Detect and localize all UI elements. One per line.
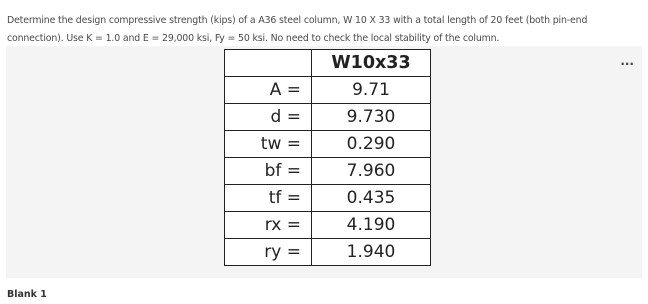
table-header-row [225, 50, 431, 77]
table-row [225, 212, 431, 239]
row-label: tw = [225, 131, 312, 158]
section-properties-table [224, 49, 431, 266]
table-header-section: W10x33 [312, 50, 431, 77]
row-label: ry = [225, 239, 312, 266]
row-value: 1.940 [312, 239, 431, 266]
question-line-1: Determine the design compressive strength (kips) of a A36 steel column, W 10 X 33 with a total length of 20 feet (both pin-end [7, 15, 588, 26]
image-panel [6, 46, 642, 278]
row-label: rx = [225, 212, 312, 239]
row-label: d = [225, 104, 312, 131]
question-line-2: connection). Use K = 1.0 and E = 29,000 ksi, Fy = 50 ksi. No need to check the local stability of the column. [7, 33, 500, 44]
table-row [225, 158, 431, 185]
table-row [225, 77, 431, 104]
row-value: 0.435 [312, 185, 431, 212]
row-value: 7.960 [312, 158, 431, 185]
blank-1-label: Blank 1 [7, 289, 47, 300]
row-label: tf = [225, 185, 312, 212]
row-label: bf = [225, 158, 312, 185]
question-text [7, 12, 639, 48]
table-row [225, 239, 431, 266]
more-horizontal-icon[interactable]: ... [620, 54, 634, 68]
row-value: 9.71 [312, 77, 431, 104]
table-row [225, 185, 431, 212]
table-row [225, 131, 431, 158]
table-header-empty-cell [225, 50, 312, 77]
row-value: 0.290 [312, 131, 431, 158]
row-value: 4.190 [312, 212, 431, 239]
row-label: A = [225, 77, 312, 104]
table-row [225, 104, 431, 131]
row-value: 9.730 [312, 104, 431, 131]
